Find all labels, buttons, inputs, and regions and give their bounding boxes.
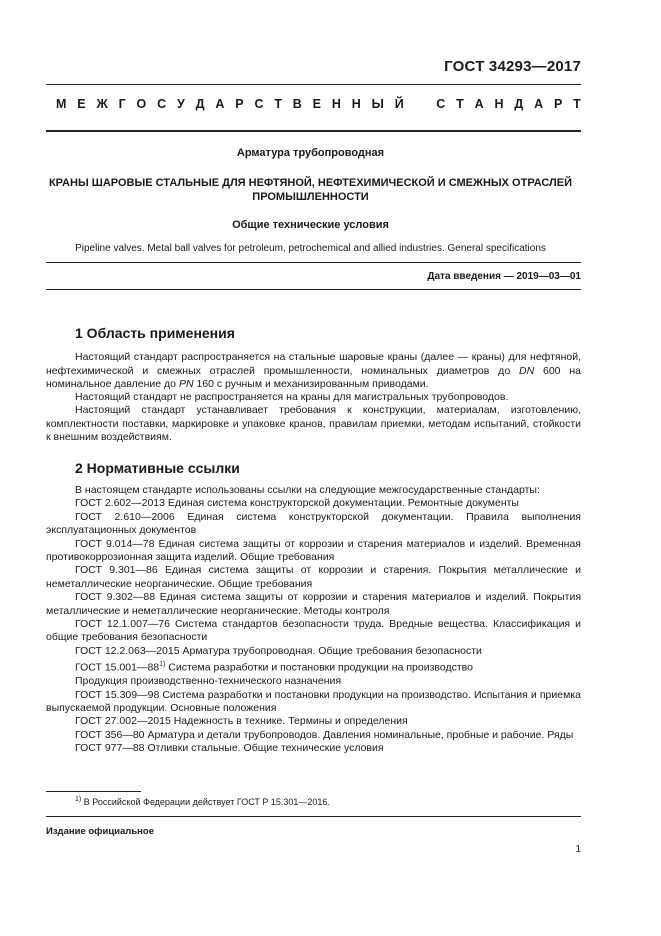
interstate-letter: А — [215, 97, 225, 111]
reference-item: ГОСТ 356—80 Арматура и детали трубопроводов. Давления номинальные, пробные и рабочие. Ряды — [75, 728, 574, 741]
interstate-letter: Д — [195, 97, 205, 111]
section-2-heading: 2 Нормативные ссылки — [75, 460, 240, 476]
reference-item: ГОСТ 27.002—2015 Надежность в технике. Термины и определения — [75, 715, 408, 728]
footnote-rule — [46, 791, 141, 792]
english-title: Pipeline valves. Metal ball valves for petroleum, petrochemical and allied industries. General specifications — [75, 243, 546, 254]
interstate-letter: Й — [394, 97, 404, 111]
reference-item: ГОСТ 977—88 Отливки стальные. Общие технические условия — [75, 742, 384, 755]
interstate-letter: Т — [573, 97, 581, 111]
interstate-letter: Т — [274, 97, 282, 111]
interstate-standard-heading — [56, 97, 581, 111]
top-rule — [46, 84, 581, 85]
interstate-letter: Е — [312, 97, 322, 111]
general-title: Общие технические условия — [232, 219, 389, 231]
interstate-letter: В — [292, 97, 302, 111]
reference-item: ГОСТ 15.309—98 Система разработки и постановки продукции на производство. Испытания и приемка выпускаемой продукции. Основные положения — [46, 688, 581, 714]
interstate-letter: Н — [331, 97, 341, 111]
title-rule — [46, 262, 581, 263]
interstate-letter: Ы — [371, 97, 384, 111]
date-rule — [46, 289, 581, 290]
interstate-letter: Г — [118, 97, 126, 111]
interstate-letter: А — [474, 97, 484, 111]
reference-item: ГОСТ 15.001—88$^{1)}$ Система разработки и постановки продукции на производство — [75, 661, 473, 674]
footer-rule — [46, 816, 581, 817]
intro-date: Дата введения — 2019—03—01 — [427, 271, 581, 282]
page-number: 1 — [575, 844, 581, 855]
footnote: $^{1)}$ В Российской Федерации действует ГОСТ Р 15.301—2016. — [75, 796, 330, 807]
interstate-letter: С — [157, 97, 167, 111]
interstate-letter: С — [254, 97, 264, 111]
interstate-letter: Р — [235, 97, 244, 111]
reference-item: ГОСТ 9.301—86 Единая система защиты от коррозии и старения. Покрытия металлические и неметаллические неорганические. Общие требования — [46, 564, 581, 590]
section-1-paragraph-2: Настоящий стандарт не распространяется на краны для магистральных трубопроводов. — [75, 391, 509, 403]
section-1-paragraph-1: Настоящий стандарт распространяется на стальные шаровые краны (далее — краны) для нефтяной, нефтехимической и смежных отраслей промышленности, номинальных диаметров до DN 600 на номинальное давление до PN 160 с ручным и механизированным приводами. — [46, 351, 582, 391]
footnote-marker: 1) — [159, 661, 166, 669]
interstate-letter: Р — [553, 97, 563, 111]
reference-item: ГОСТ 12.1.007—76 Система стандартов безопасности труда. Вредные вещества. Классификация и общие требования безопасности — [46, 618, 581, 644]
section-1-paragraph-3: Настоящий стандарт устанавливает требования к конструкции, материалам, изготовлению, комплектности поставки, маркировке и упаковке кранов, правилам приемки, методам испытаний, стойкости к внешним воздействиям. — [46, 404, 581, 444]
reference-item: ГОСТ 2.610—2006 Единая система конструкторской документации. Правила выполнения эксплуатационных документов — [46, 510, 581, 537]
official-edition-label: Издание официальное — [46, 826, 154, 837]
interstate-letter: Н — [494, 97, 504, 111]
interstate-letter: М — [56, 97, 67, 111]
interstate-letter: Д — [514, 97, 524, 111]
interstate-letter: Е — [77, 97, 86, 111]
references-intro: В настоящем стандарте использованы ссылки на следующие межгосударственные стандарты: — [75, 484, 540, 496]
main-title: КРАНЫ ШАРОВЫЕ СТАЛЬНЫЕ ДЛЯ НЕФТЯНОЙ, НЕФТЕХИМИЧЕСКОЙ И СМЕЖНЫХ ОТРАСЛЕЙ ПРОМЫШЛЕННОСТИ — [48, 177, 573, 203]
section-1-heading: 1 Область применения — [75, 325, 235, 341]
interstate-letter: Ж — [96, 97, 108, 111]
reference-item: ГОСТ 9.014—78 Единая система защиты от коррозии и старения материалов и изделий. Временная противокоррозионная защита изделий. Общие требования — [46, 537, 581, 564]
reference-item: ГОСТ 12.2.063—2015 Арматура трубопроводная. Общие требования безопасности — [75, 644, 482, 657]
interstate-letter: С — [436, 97, 446, 111]
reference-item: ГОСТ 2.602—2013 Единая система конструкторской документации. Ремонтные документы — [75, 497, 519, 510]
interstate-letter: О — [136, 97, 147, 111]
references-list — [46, 484, 581, 756]
heading-rule — [46, 130, 581, 132]
interstate-letter: Н — [351, 97, 361, 111]
reference-item: ГОСТ 9.302—88 Единая система защиты от коррозии и старения материалов и изделий. Покрытия металлические и неметаллические неорганические. Методы контроля — [46, 591, 581, 617]
interstate-letter: Т — [456, 97, 464, 111]
interstate-letter: У — [177, 97, 185, 111]
doc-number: ГОСТ 34293—2017 — [444, 58, 581, 75]
reference-item: Продукция производственно-технического назначения — [75, 675, 342, 688]
subtitle: Арматура трубопроводная — [236, 147, 385, 159]
interstate-letter: А — [534, 97, 544, 111]
